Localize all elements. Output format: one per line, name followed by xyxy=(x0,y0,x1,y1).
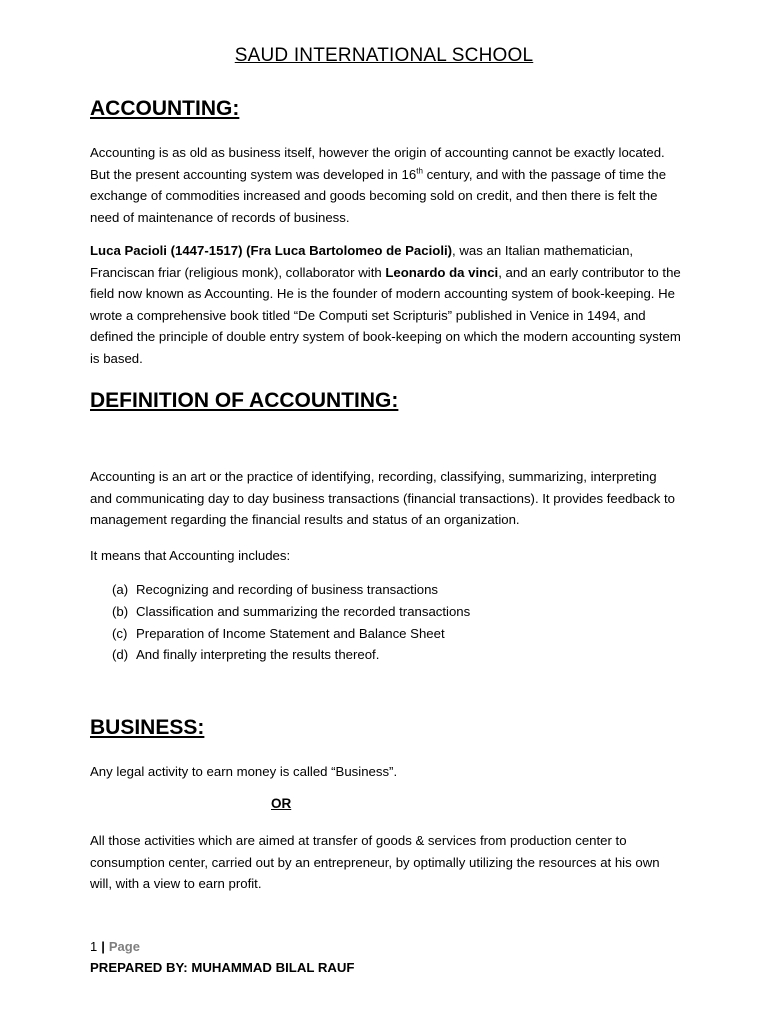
list-item xyxy=(112,601,682,623)
accounting-p2-text-b: , and an early contributor to the field now known as Accounting. He is the founder of modern accounting system of book-keeping. He wrote a comprehensive book titled “De Computi set Scripturis” published in Venice in 1494, and defined the principle of double entry system of book-keeping on which the modern accounting system is based. xyxy=(90,264,681,366)
list-item-text: Preparation of Income Statement and Balance Sheet xyxy=(136,625,445,641)
list-marker: (b) xyxy=(112,603,129,619)
business-heading: BUSINESS: xyxy=(90,716,205,739)
definition-paragraph-2: It means that Accounting includes: xyxy=(90,548,291,563)
list-item-text: Classification and summarizing the recorded transactions xyxy=(136,603,471,619)
accounting-paragraph-1 xyxy=(90,142,682,228)
list-marker: (a) xyxy=(112,582,129,597)
definition-heading: DEFINITION OF ACCOUNTING: xyxy=(90,389,399,412)
accounting-p1-text-a: Accounting is as old as business itself, however the origin of accounting cannot be exactly located. But the present accounting system was developed in 16 xyxy=(90,145,665,182)
prepared-by: PREPARED BY: MUHAMMAD BILAL RAUF xyxy=(90,960,355,975)
list-item xyxy=(112,644,682,666)
davinci-name: Leonardo da vinci xyxy=(385,264,499,280)
list-item-text: And finally interpreting the results thereof. xyxy=(136,647,380,663)
business-paragraph-2: All those activities which are aimed at transfer of goods & services from production center to consumption center, carried out by an entrepreneur, by optimally utilizing the resources at his own will, with a view to earn profit. xyxy=(90,833,660,892)
list-marker: (d) xyxy=(112,647,129,663)
accounting-heading: ACCOUNTING: xyxy=(90,97,240,120)
definition-paragraph-1: Accounting is an art or the practice of identifying, recording, classifying, summarizing, interpreting and communicating day to day business transactions (financial transactions). It provides feedback to management regarding the financial results and status of an organization. xyxy=(90,469,675,528)
list-item xyxy=(112,579,682,601)
page-separator: | xyxy=(101,939,105,954)
accounting-p1-text-b: century, and with the passage of time the exchange of commodities increased and goods becoming sold on credit, and then there is felt the need of maintenance of records of business. xyxy=(90,166,667,225)
accounting-p2-text-a: , was an Italian mathematician, Franciscan friar (religious monk), collaborator with xyxy=(90,243,634,280)
list-item-text: Recognizing and recording of business transactions xyxy=(136,582,439,597)
list-marker: (c) xyxy=(112,625,128,641)
accounting-p1-superscript: th xyxy=(416,166,423,176)
footer-page-number xyxy=(90,939,140,954)
list-item xyxy=(112,623,682,645)
business-paragraph-1: Any legal activity to earn money is called “Business”. xyxy=(90,764,398,779)
school-title: SAUD INTERNATIONAL SCHOOL xyxy=(234,45,534,66)
or-separator: OR xyxy=(271,796,292,811)
pacioli-name: Luca Pacioli (1447-1517) (Fra Luca Bartolomeo de Pacioli) xyxy=(90,243,453,258)
accounting-paragraph-2 xyxy=(90,240,682,370)
page-label: Page xyxy=(108,939,140,954)
page-number: 1 xyxy=(90,939,98,954)
accounting-includes-list xyxy=(112,579,682,666)
